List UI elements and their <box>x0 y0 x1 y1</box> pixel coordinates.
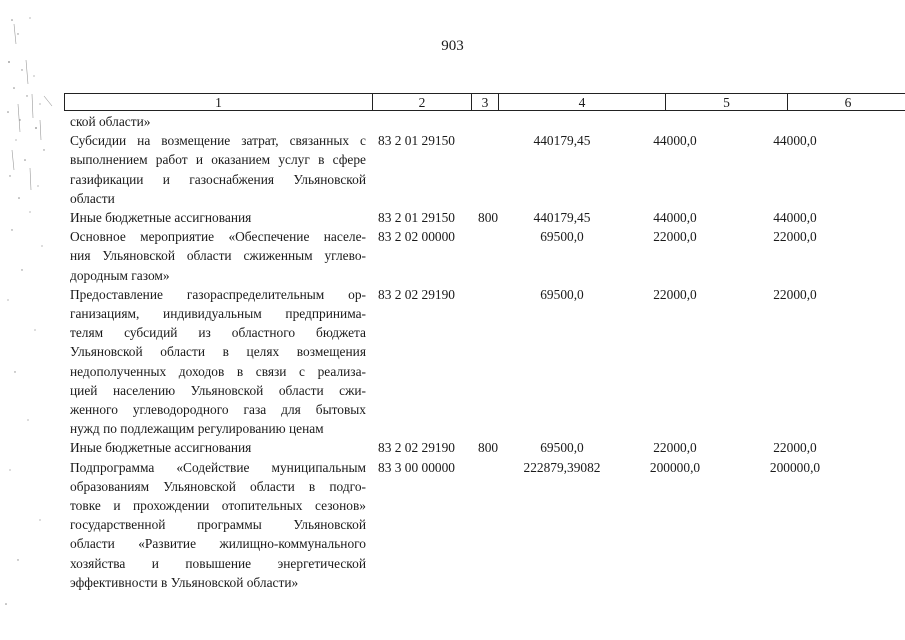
row-amount-col4-cell: 69500,0 <box>540 440 584 456</box>
row-amount-col5-cell: 44000,0 <box>653 133 697 149</box>
row-amount-col4-cell: 69500,0 <box>540 286 584 302</box>
row-description <box>70 438 366 457</box>
row-amount-col4-cell: 440179,45 <box>533 133 591 149</box>
table-row <box>0 438 905 457</box>
description-line: газификации и газоснабжения Ульяновской <box>70 171 366 187</box>
description-line: Иные бюджетные ассигнования <box>70 209 252 225</box>
description-line: Ульяновской области в целях возмещения <box>70 344 366 360</box>
row-amount-col6-cell: 22000,0 <box>773 286 817 302</box>
description-line: женного углеводородного газа для бытовых <box>70 401 366 417</box>
description-line: недополученных доходов в связи с реализа- <box>70 363 366 379</box>
table-header-cell-6: 6 <box>844 95 852 110</box>
table-row <box>0 208 905 227</box>
row-amount-col4-cell: 69500,0 <box>540 229 584 245</box>
table-header-cell-4: 4 <box>499 94 666 110</box>
table-row <box>0 112 905 131</box>
description-line: области <box>70 190 115 206</box>
row-amount-col4-cell: 222879,39082 <box>523 459 601 475</box>
description-line: дородным газом» <box>70 267 170 283</box>
row-code-cell: 83 2 02 29190 <box>378 440 455 456</box>
row-description <box>70 227 366 285</box>
description-line: хозяйства и повышение энергетической <box>70 555 366 571</box>
table-header-cell-1: 1 <box>65 94 373 110</box>
table-header-cell-3: 3 <box>472 94 499 110</box>
row-description <box>70 285 366 439</box>
row-amount-col4-cell: 440179,45 <box>533 209 591 225</box>
row-code-cell: 83 2 01 29150 <box>378 209 455 225</box>
description-line: ния Ульяновской области сжиженным углево- <box>70 248 366 264</box>
page-number: 903 <box>441 38 464 54</box>
row-code-cell: 83 2 02 00000 <box>378 229 455 245</box>
row-amount-col5-cell: 200000,0 <box>649 459 701 475</box>
row-amount-col6-cell: 22000,0 <box>773 440 817 456</box>
description-line: Основное мероприятие «Обеспечение населе- <box>70 229 366 245</box>
description-line: цией населению Ульяновской области сжи- <box>70 382 366 398</box>
description-line: государственной программы Ульяновской <box>70 517 366 533</box>
description-line: ганизациям, индивидуальным предпринима- <box>70 305 366 321</box>
table-row <box>0 285 905 439</box>
row-description <box>70 131 366 208</box>
row-expense-type-cell: 800 <box>478 440 499 456</box>
row-amount-col6-cell: 22000,0 <box>773 229 817 245</box>
table-header-cell-5: 5 <box>666 94 788 110</box>
table-header-row <box>64 93 905 111</box>
table-row <box>0 131 905 208</box>
description-line: выполнением работ и оказанием услуг в сфере <box>70 152 366 168</box>
description-line: Подпрограмма «Содействие муниципальным <box>70 459 366 475</box>
description-line: ской области» <box>70 114 151 129</box>
description-line: Иные бюджетные ассигнования <box>70 440 252 456</box>
description-line: нужд по подлежащим регулированию ценам <box>70 421 324 437</box>
table-row <box>0 458 905 592</box>
description-line: области «Развитие жилищно-коммунального <box>70 536 366 552</box>
description-line: образованиям Ульяновской области в подго- <box>70 478 366 494</box>
row-amount-col5-cell: 44000,0 <box>653 209 697 225</box>
row-code-cell: 83 3 00 00000 <box>378 459 455 475</box>
table-row <box>0 227 905 285</box>
description-line: товке и прохождении отопительных сезонов» <box>70 497 366 513</box>
row-description <box>70 112 366 131</box>
description-line: телям субсидий из областного бюджета <box>70 325 366 341</box>
row-description <box>70 208 366 227</box>
budget-table-body <box>0 112 905 592</box>
description-line: Субсидии на возмещение затрат, связанных с <box>70 133 366 149</box>
row-description <box>70 458 366 592</box>
row-amount-col6-cell: 44000,0 <box>773 209 817 225</box>
row-code-cell: 83 2 02 29190 <box>378 286 455 302</box>
row-amount-col5-cell: 22000,0 <box>653 440 697 456</box>
description-line: Предоставление газораспределительным ор- <box>70 286 366 302</box>
row-amount-col5-cell: 22000,0 <box>653 286 697 302</box>
table-header-cell-2: 2 <box>373 94 472 110</box>
row-amount-col5-cell: 22000,0 <box>653 229 697 245</box>
row-amount-col6-cell: 200000,0 <box>769 459 821 475</box>
description-line: эффективности в Ульяновской области» <box>70 574 299 590</box>
row-code-cell: 83 2 01 29150 <box>378 133 455 149</box>
row-expense-type-cell: 800 <box>478 209 499 225</box>
row-amount-col6-cell: 44000,0 <box>773 133 817 149</box>
